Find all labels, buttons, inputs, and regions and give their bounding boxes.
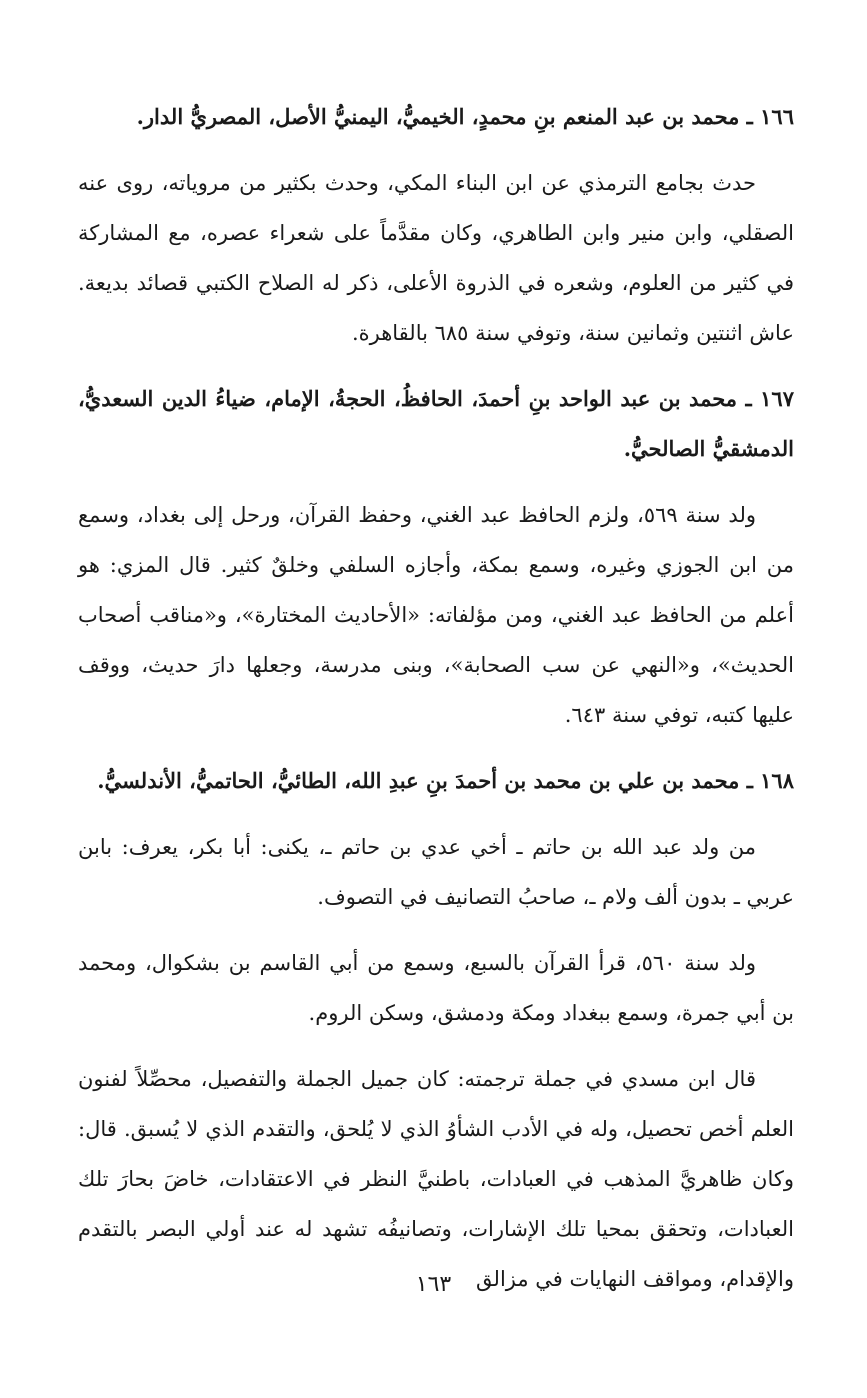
entry-paragraph: ولد سنة ٥٦٩، ولزم الحافظ عبد الغني، وحفظ القرآن، ورحل إلى بغداد، وسمع من ابن الجوزي وغيره، وسمع بمكة، وأجازه السلفي وخلقٌ كثير. قال المزي: هو أعلم من الحافظ عبد الغني، ومن مؤلفاته: «الأحاديث المختارة»، و«مناقب أصحاب الحديث»، و«النهي عن سب الصحابة»، وبنى مدرسة، وجعلها دارَ حديث، ووقف عليها كتبه، توفي سنة ٦٤٣. bbox=[78, 503, 794, 727]
page-number: ١٦٣ bbox=[415, 1272, 452, 1297]
entry-heading-166: ١٦٦ ـ محمد بن عبد المنعم بنِ محمدٍ، الخيميُّ، اليمنيُّ الأصل، المصريُّ الدار. bbox=[136, 104, 794, 129]
entry-paragraph: قال ابن مسدي في جملة ترجمته: كان جميل الجملة والتفصيل، محصِّلاً لفنون العلم أخص تحصيل، وله في الأدب الشأوُ الذي لا يُلحق، والتقدم الذي لا يُسبق. قال: وكان ظاهريَّ المذهب في العبادات، باطنيَّ النظر في الاعتقادات، خاضَ بحارَ تلك العبادات، وتحقق بمحيا تلك الإشارات، وتصانيفُه تشهد له عند أولي البصر بالتقدم والإقدام، ومواقف النهايات في مزالق bbox=[78, 1067, 794, 1291]
page-body bbox=[78, 92, 794, 1320]
entry-paragraph: ولد سنة ٥٦٠، قرأ القرآن بالسبع، وسمع من أبي القاسم بن بشكوال، ومحمد بن أبي جمرة، وسمع ببغداد ومكة ودمشق، وسكن الروم. bbox=[78, 951, 794, 1025]
entry-heading-168: ١٦٨ ـ محمد بن علي بن محمد بن أحمدَ بنِ عبدِ الله، الطائيُّ، الحاتميُّ، الأندلسيُّ. bbox=[97, 768, 794, 793]
entry-heading-167: ١٦٧ ـ محمد بن عبد الواحد بنِ أحمدَ، الحافظُ، الحجةُ، الإمام، ضياءُ الدين السعديُّ، الدمشقيُّ الصالحيُّ. bbox=[78, 386, 794, 461]
entry-paragraph: من ولد عبد الله بن حاتم ـ أخي عدي بن حاتم ـ، يكنى: أبا بكر، يعرف: بابن عربي ـ بدون ألف ولام ـ، صاحبُ التصانيف في التصوف. bbox=[78, 835, 794, 909]
entry-paragraph: حدث بجامع الترمذي عن ابن البناء المكي، وحدث بكثير من مروياته، روى عنه الصقلي، وابن منير وابن الطاهري، وكان مقدَّماً على شعراء عصره، مع المشاركة في كثير من العلوم، وشعره في الذروة الأعلى، ذكر له الصلاح الكتبي قصائد بديعة. عاش اثنتين وثمانين سنة، وتوفي سنة ٦٨٥ بالقاهرة. bbox=[78, 171, 794, 345]
